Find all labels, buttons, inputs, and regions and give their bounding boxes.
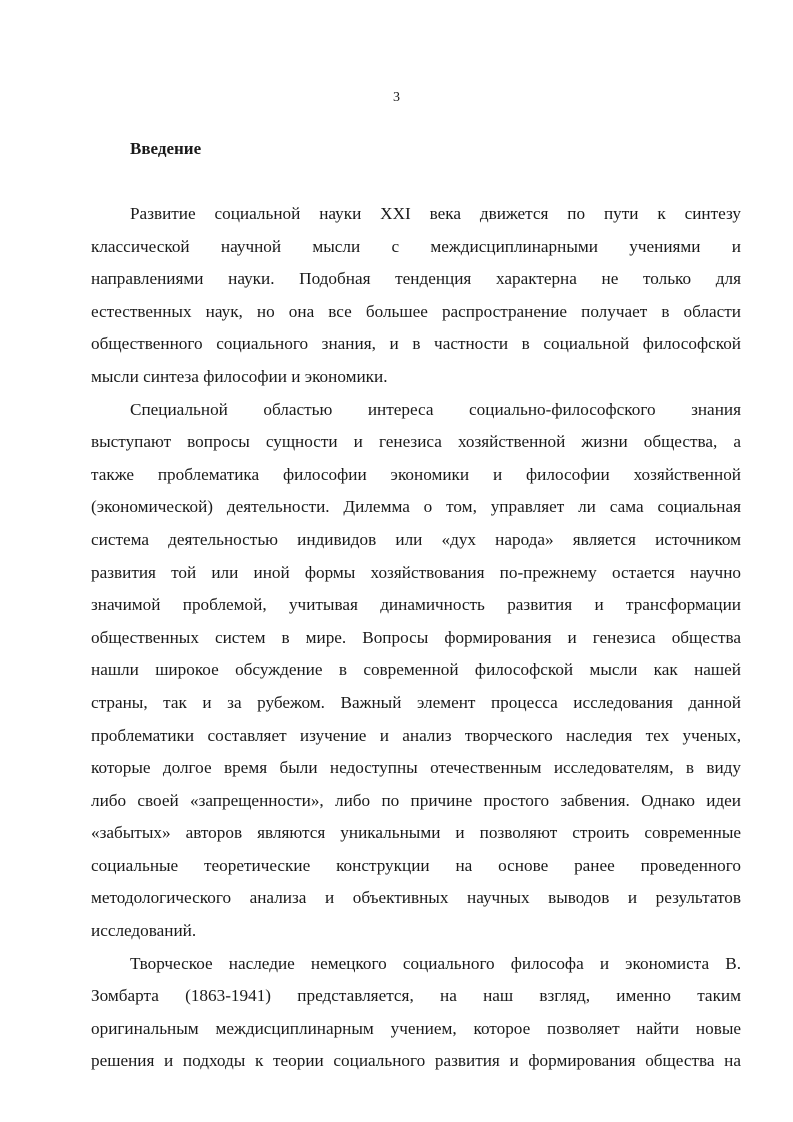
- paragraph-line: естественных наук, но она все большее распространение получает в области: [91, 301, 741, 321]
- paragraph-line: развития той или иной формы хозяйствования по-прежнему остается научно: [91, 562, 741, 582]
- paragraph-line: нашли широкое обсуждение в современной философской мысли как нашей: [91, 660, 741, 680]
- paragraph-line: которые долгое время были недоступны отечественным исследователям, в виду: [91, 758, 741, 778]
- paragraph-line: система деятельностью индивидов или «дух народа» является источником: [91, 529, 741, 549]
- paragraph-line: классической научной мысли с междисциплинарными учениями и: [91, 236, 741, 256]
- body-text: [91, 198, 741, 1078]
- paragraph-2: [91, 394, 741, 948]
- section-heading: Введение: [130, 139, 202, 158]
- paragraph-1: [91, 198, 741, 394]
- paragraph-line: оригинальным междисциплинарным учением, которое позволяет найти новые: [91, 1018, 741, 1038]
- page-number: 3: [393, 90, 400, 105]
- paragraph-3: [91, 948, 741, 1078]
- paragraph-line: либо своей «запрещенности», либо по причине простого забвения. Однако идеи: [91, 790, 741, 810]
- paragraph-line: Развитие социальной науки XXI века движется по пути к синтезу: [130, 204, 741, 223]
- paragraph-line: (экономической) деятельности. Дилемма о том, управляет ли сама социальная: [91, 497, 741, 517]
- paragraph-line: значимой проблемой, учитывая динамичность развития и трансформации: [91, 595, 741, 615]
- paragraph-line: исследований.: [91, 921, 197, 941]
- paragraph-line: методологического анализа и объективных научных выводов и результатов: [91, 888, 741, 908]
- paragraph-line: направлениями науки. Подобная тенденция характерна не только для: [91, 269, 741, 289]
- paragraph-line: Специальной областью интереса социально-философского знания: [130, 399, 741, 419]
- paragraph-line: Зомбарта (1863-1941) представляется, на наш взгляд, именно таким: [91, 986, 741, 1006]
- paragraph-line: проблематики составляет изучение и анализ творческого наследия тех ученых,: [91, 725, 741, 745]
- paragraph-line: выступают вопросы сущности и генезиса хозяйственной жизни общества, а: [91, 432, 741, 452]
- paragraph-line: решения и подходы к теории социального развития и формирования общества на: [91, 1051, 741, 1071]
- paragraph-line: «забытых» авторов являются уникальными и позволяют строить современные: [91, 823, 741, 843]
- paragraph-line: социальные теоретические конструкции на основе ранее проведенного: [91, 855, 741, 875]
- paragraph-line: страны, так и за рубежом. Важный элемент процесса исследования данной: [91, 692, 741, 712]
- paragraph-line: общественных систем в мире. Вопросы формирования и генезиса общества: [91, 627, 741, 647]
- paragraph-line: мысли синтеза философии и экономики.: [91, 366, 388, 386]
- paragraph-line: Творческое наследие немецкого социального философа и экономиста В.: [130, 953, 741, 973]
- paragraph-line: общественного социального знания, и в частности в социальной философской: [91, 334, 741, 354]
- paragraph-line: также проблематика философии экономики и философии хозяйственной: [91, 464, 741, 484]
